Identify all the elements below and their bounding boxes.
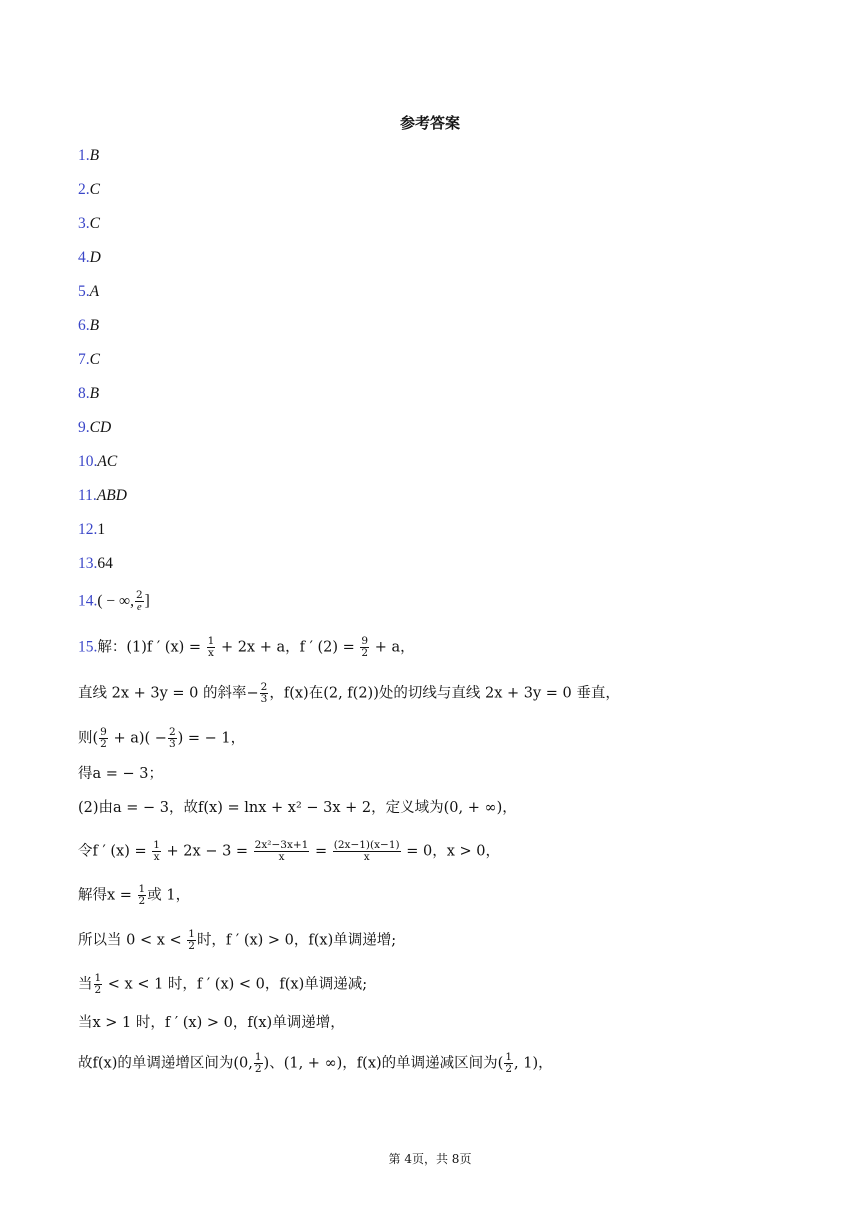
answer-9 <box>78 418 111 438</box>
answer-text: 64 <box>97 555 113 572</box>
answer-text: C <box>89 181 100 198</box>
question-number: 8. <box>78 385 90 402</box>
question-number: 12. <box>78 521 98 538</box>
fraction: $\frac{2}{3}$ <box>260 681 268 705</box>
solution-15-line-9: 当 $\frac{1}{2}$ < x < 1 时，f ′ (x) < 0，f(x)单调递减; <box>78 972 368 996</box>
answer-text: C <box>89 215 100 232</box>
answer-text: B <box>89 317 100 334</box>
fraction: $\frac{1}{x}$ <box>153 839 160 863</box>
solution-15-line-8: 所以当 0 < x < $\frac{1}{2}$ 时，f ′ (x) > 0，f(x)单调递增; <box>78 928 397 952</box>
answer-text: B <box>89 385 100 402</box>
answer-text: B <box>89 147 100 164</box>
question-number: 7. <box>78 351 90 368</box>
fraction: $\frac{1}{2}$ <box>254 1051 262 1075</box>
answer-2 <box>78 180 100 200</box>
solution-15-line-5: (2)由a = − 3，故f(x) = lnx + x² − 3x + 2，定义域为(0, + ∞)， <box>78 800 517 816</box>
answer-text: C <box>89 351 100 368</box>
question-number: 9. <box>78 419 90 436</box>
solution-15-line-3: 则( $\frac{9}{2}$ + a)( − $\frac{2}{3}$ ) = − 1， <box>78 726 246 750</box>
question-number: 1. <box>78 147 90 164</box>
page-footer: 第 4页，共 8页 <box>388 1152 472 1166</box>
answer-text: ] <box>144 592 150 610</box>
question-number: 11. <box>78 487 97 504</box>
fraction: $\frac{9}{2}$ <box>100 726 107 750</box>
answer-4 <box>78 248 101 268</box>
answer-11 <box>78 486 127 506</box>
question-number: 10. <box>78 453 98 470</box>
answer-13 <box>78 554 113 574</box>
question-number: 5. <box>78 283 90 300</box>
fraction: $\frac{1}{2}$ <box>188 928 195 952</box>
question-number: 6. <box>78 317 90 334</box>
question-number: 13. <box>78 555 98 572</box>
question-number: 15. <box>78 638 98 656</box>
fraction: $\frac{\text{2x²−3x+1}}{x}$ <box>254 839 309 863</box>
fraction: $\frac{2}{e}$ <box>135 589 143 613</box>
answer-5 <box>78 282 99 302</box>
question-number: 2. <box>78 181 90 198</box>
fraction: $\frac{(2x-1)(x-1)}{x}$ <box>333 839 400 863</box>
question-number: 4. <box>78 249 90 266</box>
solution-15-line-10: 当x > 1 时，f ′ (x) > 0，f(x)单调递增， <box>78 1015 345 1031</box>
answer-text: A <box>89 283 100 300</box>
answer-6 <box>78 316 99 336</box>
page-title: 参考答案 <box>399 114 460 132</box>
answer-14 <box>78 590 150 613</box>
answer-text: CD <box>89 419 112 436</box>
fraction: $\frac{1}{2}$ <box>138 883 146 907</box>
fraction: $\frac{1}{2}$ <box>94 972 102 996</box>
solution-15-line-6: 令f ′ (x) = $\frac{1}{x}$ + 2x − 3 = $\frac{\text{2x²−3x+1}}{x}$ = $\frac{(2x-1)(x-1)}{x}$ = 0，x > 0， <box>78 839 500 863</box>
fraction: $\frac{2}{3}$ <box>168 726 176 750</box>
fraction: $\frac{1}{2}$ <box>505 1051 513 1075</box>
solution-15-line-7: 解得x = $\frac{1}{2}$ 或 1， <box>78 883 191 907</box>
solution-15-line-2: 直线 2x + 3y = 0 的斜率− $\frac{2}{3}$ ，f(x)在(2, f(2))处的切线与直线 2x + 3y = 0 垂直， <box>78 681 620 705</box>
answer-text: ABD <box>96 487 127 504</box>
answer-7 <box>78 350 100 370</box>
fraction: $\frac{1}{x}$ <box>207 635 215 659</box>
answer-text: AC <box>97 453 118 470</box>
question-number: 14. <box>78 592 98 610</box>
solution-15-line-4: 得a = − 3； <box>78 766 163 782</box>
answer-text: D <box>89 249 101 266</box>
solution-15-line-11: 故f(x)的单调递增区间为(0, $\frac{1}{2}$ )、(1, + ∞)，f(x)的单调递减区间为( $\frac{1}{2}$ , 1)， <box>78 1051 553 1075</box>
fraction: $\frac{9}{2}$ <box>361 635 369 659</box>
answer-3 <box>78 214 100 234</box>
answer-12 <box>78 520 105 540</box>
answer-text: ( − ∞, <box>97 592 134 610</box>
answer-8 <box>78 384 99 404</box>
solution-15-line-1: 15.解：(1)f ′ (x) = $\frac{1}{x}$ + 2x + a，f ′ (2) = $\frac{9}{2}$ + a， <box>78 635 415 659</box>
answer-text: 1 <box>97 521 106 538</box>
answer-10 <box>78 452 117 472</box>
answer-1 <box>78 146 99 166</box>
question-number: 3. <box>78 215 90 232</box>
